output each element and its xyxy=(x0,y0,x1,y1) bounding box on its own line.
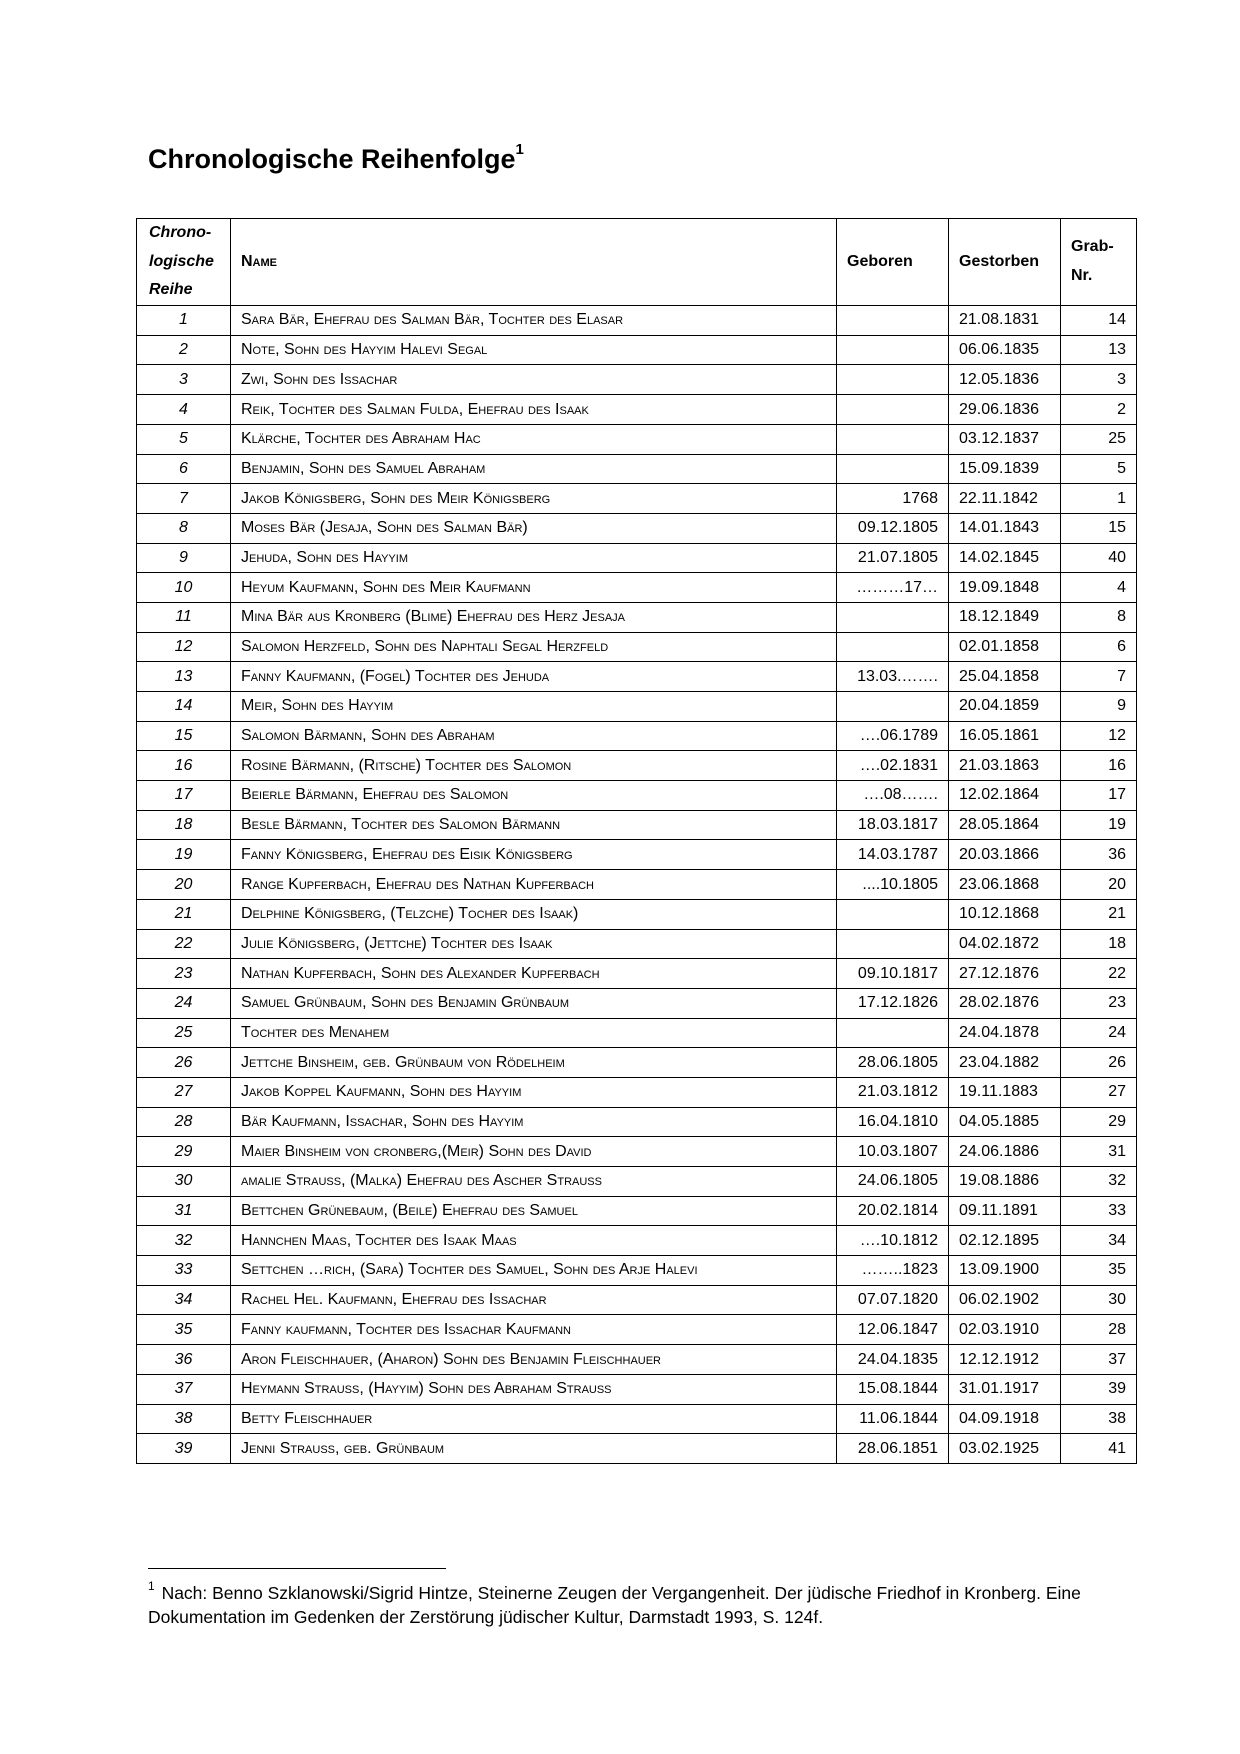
row-grab-cell: 41 xyxy=(1061,1434,1137,1464)
row-gestorben-cell: 03.12.1837 xyxy=(949,424,1061,454)
row-gestorben-cell: 23.04.1882 xyxy=(949,1048,1061,1078)
row-name-cell: Tochter des Menahem xyxy=(231,1018,837,1048)
row-geboren-cell: 28.06.1805 xyxy=(837,1048,949,1078)
row-geboren-cell: 20.02.1814 xyxy=(837,1196,949,1226)
row-number-cell: 28 xyxy=(137,1107,231,1137)
row-gestorben-cell: 10.12.1868 xyxy=(949,899,1061,929)
table-row xyxy=(137,810,1137,840)
row-name-cell: Mina Bär aus Kronberg (Blime) Ehefrau des Herz Jesaja xyxy=(231,602,837,632)
row-gestorben-cell: 18.12.1849 xyxy=(949,602,1061,632)
row-number-cell: 11 xyxy=(137,602,231,632)
row-gestorben-cell: 29.06.1836 xyxy=(949,395,1061,425)
row-grab-cell: 6 xyxy=(1061,632,1137,662)
row-geboren-cell xyxy=(837,692,949,722)
row-geboren-cell: 13.03.……. xyxy=(837,662,949,692)
row-gestorben-cell: 19.08.1886 xyxy=(949,1167,1061,1197)
table-row xyxy=(137,959,1137,989)
row-gestorben-cell: 21.08.1831 xyxy=(949,306,1061,336)
header-nr-line1: Chrono- xyxy=(149,224,212,241)
row-name-cell: Heyum Kaufmann, Sohn des Meir Kaufmann xyxy=(231,573,837,603)
row-grab-cell: 7 xyxy=(1061,662,1137,692)
row-name-cell: Delphine Königsberg, (Telzche) Tocher des Isaak) xyxy=(231,899,837,929)
table-row xyxy=(137,662,1137,692)
row-number-cell: 24 xyxy=(137,988,231,1018)
table-row xyxy=(137,1226,1137,1256)
row-number-cell: 29 xyxy=(137,1137,231,1167)
row-grab-cell: 32 xyxy=(1061,1167,1137,1197)
row-grab-cell: 39 xyxy=(1061,1374,1137,1404)
row-gestorben-cell: 06.06.1835 xyxy=(949,335,1061,365)
title-text: Chronologische Reihenfolge xyxy=(148,144,516,174)
header-grab-line1: Grab- xyxy=(1071,238,1114,256)
row-grab-cell: 4 xyxy=(1061,573,1137,603)
row-grab-cell: 28 xyxy=(1061,1315,1137,1345)
table-row xyxy=(137,899,1137,929)
row-number-cell: 33 xyxy=(137,1256,231,1286)
row-geboren-cell: ………17… xyxy=(837,573,949,603)
row-grab-cell: 33 xyxy=(1061,1196,1137,1226)
row-name-cell: Rosine Bärmann, (Ritsche) Tochter des Salomon xyxy=(231,751,837,781)
row-number-cell: 22 xyxy=(137,929,231,959)
table-row xyxy=(137,692,1137,722)
table-row xyxy=(137,840,1137,870)
table-row xyxy=(137,1018,1137,1048)
row-geboren-cell xyxy=(837,1018,949,1048)
footnote-text: Nach: Benno Szklanowski/Sigrid Hintze, Steinerne Zeugen der Vergangenheit. Der jüdische Friedhof in Kronberg. Eine Dokumentation im Gedenken der Zerstörung jüdischer Kultur, Darmstadt 1993, S. 124f. xyxy=(148,1582,1081,1627)
row-number-cell: 6 xyxy=(137,454,231,484)
row-name-cell: Heymann Strauss, (Hayyim) Sohn des Abraham Strauss xyxy=(231,1374,837,1404)
row-gestorben-cell: 14.02.1845 xyxy=(949,543,1061,573)
table-row xyxy=(137,1285,1137,1315)
row-name-cell: Reik, Tochter des Salman Fulda, Ehefrau des Isaak xyxy=(231,395,837,425)
table-row xyxy=(137,1107,1137,1137)
row-name-cell: Betty Fleischhauer xyxy=(231,1404,837,1434)
row-gestorben-cell: 04.09.1918 xyxy=(949,1404,1061,1434)
row-gestorben-cell: 06.02.1902 xyxy=(949,1285,1061,1315)
row-name-cell: Jakob Königsberg, Sohn des Meir Königsberg xyxy=(231,484,837,514)
row-name-cell: Jenni Strauss, geb. Grünbaum xyxy=(231,1434,837,1464)
row-gestorben-cell: 24.06.1886 xyxy=(949,1137,1061,1167)
table-row xyxy=(137,781,1137,811)
row-number-cell: 2 xyxy=(137,335,231,365)
row-number-cell: 38 xyxy=(137,1404,231,1434)
row-name-cell: Note, Sohn des Hayyim Halevi Segal xyxy=(231,335,837,365)
footnote xyxy=(148,1576,1148,1629)
row-number-cell: 27 xyxy=(137,1077,231,1107)
row-number-cell: 5 xyxy=(137,424,231,454)
table-row xyxy=(137,721,1137,751)
row-geboren-cell: ....10.1805 xyxy=(837,870,949,900)
row-grab-cell: 18 xyxy=(1061,929,1137,959)
row-grab-cell: 12 xyxy=(1061,721,1137,751)
row-number-cell: 7 xyxy=(137,484,231,514)
row-geboren-cell: 12.06.1847 xyxy=(837,1315,949,1345)
row-geboren-cell: 28.06.1851 xyxy=(837,1434,949,1464)
row-number-cell: 8 xyxy=(137,513,231,543)
row-grab-cell: 35 xyxy=(1061,1256,1137,1286)
header-grab-line2: Nr. xyxy=(1071,267,1093,285)
row-gestorben-cell: 28.02.1876 xyxy=(949,988,1061,1018)
row-geboren-cell xyxy=(837,335,949,365)
row-gestorben-cell: 14.01.1843 xyxy=(949,513,1061,543)
table-row xyxy=(137,513,1137,543)
row-name-cell: Bettchen Grünebaum, (Beile) Ehefrau des Samuel xyxy=(231,1196,837,1226)
row-geboren-cell xyxy=(837,395,949,425)
table-row xyxy=(137,454,1137,484)
row-name-cell: amalie Strauss, (Malka) Ehefrau des Ascher Strauss xyxy=(231,1167,837,1197)
footnote-separator xyxy=(148,1568,446,1569)
row-grab-cell: 25 xyxy=(1061,424,1137,454)
row-grab-cell: 17 xyxy=(1061,781,1137,811)
row-grab-cell: 29 xyxy=(1061,1107,1137,1137)
row-number-cell: 21 xyxy=(137,899,231,929)
row-geboren-cell xyxy=(837,454,949,484)
row-geboren-cell xyxy=(837,602,949,632)
row-name-cell: Rachel Hel. Kaufmann, Ehefrau des Issachar xyxy=(231,1285,837,1315)
row-geboren-cell: 21.07.1805 xyxy=(837,543,949,573)
row-name-cell: Salomon Bärmann, Sohn des Abraham xyxy=(231,721,837,751)
row-gestorben-cell: 02.03.1910 xyxy=(949,1315,1061,1345)
table-row xyxy=(137,1137,1137,1167)
row-grab-cell: 9 xyxy=(1061,692,1137,722)
row-number-cell: 15 xyxy=(137,721,231,751)
row-gestorben-cell: 21.03.1863 xyxy=(949,751,1061,781)
row-number-cell: 19 xyxy=(137,840,231,870)
row-geboren-cell: 10.03.1807 xyxy=(837,1137,949,1167)
table-row xyxy=(137,632,1137,662)
table-row xyxy=(137,395,1137,425)
table-row xyxy=(137,424,1137,454)
row-geboren-cell: 14.03.1787 xyxy=(837,840,949,870)
row-grab-cell: 24 xyxy=(1061,1018,1137,1048)
table-row xyxy=(137,1256,1137,1286)
row-gestorben-cell: 12.02.1864 xyxy=(949,781,1061,811)
row-gestorben-cell: 25.04.1858 xyxy=(949,662,1061,692)
row-name-cell: Salomon Herzfeld, Sohn des Naphtali Segal Herzfeld xyxy=(231,632,837,662)
table-row xyxy=(137,988,1137,1018)
row-grab-cell: 37 xyxy=(1061,1345,1137,1375)
row-name-cell: Jettche Binsheim, geb. Grünbaum von Rödelheim xyxy=(231,1048,837,1078)
row-grab-cell: 15 xyxy=(1061,513,1137,543)
row-name-cell: Bär Kaufmann, Issachar, Sohn des Hayyim xyxy=(231,1107,837,1137)
row-number-cell: 31 xyxy=(137,1196,231,1226)
row-number-cell: 16 xyxy=(137,751,231,781)
row-grab-cell: 34 xyxy=(1061,1226,1137,1256)
row-grab-cell: 21 xyxy=(1061,899,1137,929)
row-geboren-cell xyxy=(837,306,949,336)
row-geboren-cell: 17.12.1826 xyxy=(837,988,949,1018)
row-grab-cell: 27 xyxy=(1061,1077,1137,1107)
row-number-cell: 30 xyxy=(137,1167,231,1197)
row-geboren-cell xyxy=(837,365,949,395)
table-row xyxy=(137,484,1137,514)
header-name xyxy=(231,219,837,306)
row-name-cell: Hannchen Maas, Tochter des Isaak Maas xyxy=(231,1226,837,1256)
row-name-cell: Besle Bärmann, Tochter des Salomon Bärmann xyxy=(231,810,837,840)
row-name-cell: Nathan Kupferbach, Sohn des Alexander Kupferbach xyxy=(231,959,837,989)
row-name-cell: Meir, Sohn des Hayyim xyxy=(231,692,837,722)
row-grab-cell: 5 xyxy=(1061,454,1137,484)
table-row xyxy=(137,365,1137,395)
row-gestorben-cell: 12.12.1912 xyxy=(949,1345,1061,1375)
row-number-cell: 34 xyxy=(137,1285,231,1315)
row-grab-cell: 40 xyxy=(1061,543,1137,573)
row-name-cell: Jehuda, Sohn des Hayyim xyxy=(231,543,837,573)
row-name-cell: Range Kupferbach, Ehefrau des Nathan Kupferbach xyxy=(231,870,837,900)
row-name-cell: Julie Königsberg, (Jettche) Tochter des Isaak xyxy=(231,929,837,959)
row-name-cell: Samuel Grünbaum, Sohn des Benjamin Grünbaum xyxy=(231,988,837,1018)
row-grab-cell: 8 xyxy=(1061,602,1137,632)
row-gestorben-cell: 09.11.1891 xyxy=(949,1196,1061,1226)
row-geboren-cell xyxy=(837,929,949,959)
row-geboren-cell: ….10.1812 xyxy=(837,1226,949,1256)
row-number-cell: 12 xyxy=(137,632,231,662)
row-name-cell: Aron Fleischhauer, (Aharon) Sohn des Benjamin Fleischhauer xyxy=(231,1345,837,1375)
row-name-cell: Fanny kaufmann, Tochter des Issachar Kaufmann xyxy=(231,1315,837,1345)
header-geboren-label: Geboren xyxy=(847,252,913,270)
row-geboren-cell: ….02.1831 xyxy=(837,751,949,781)
header-chronological-order xyxy=(137,219,231,306)
row-grab-cell: 3 xyxy=(1061,365,1137,395)
row-geboren-cell: 09.10.1817 xyxy=(837,959,949,989)
row-gestorben-cell: 02.01.1858 xyxy=(949,632,1061,662)
row-number-cell: 1 xyxy=(137,306,231,336)
table-row xyxy=(137,1315,1137,1345)
row-geboren-cell: 18.03.1817 xyxy=(837,810,949,840)
row-geboren-cell: ….08……. xyxy=(837,781,949,811)
row-number-cell: 9 xyxy=(137,543,231,573)
row-geboren-cell: ….06.1789 xyxy=(837,721,949,751)
row-name-cell: Beierle Bärmann, Ehefrau des Salomon xyxy=(231,781,837,811)
row-number-cell: 20 xyxy=(137,870,231,900)
row-name-cell: Jakob Koppel Kaufmann, Sohn des Hayyim xyxy=(231,1077,837,1107)
row-number-cell: 4 xyxy=(137,395,231,425)
row-name-cell: Klärche, Tochter des Abraham Hac xyxy=(231,424,837,454)
table-row xyxy=(137,1077,1137,1107)
row-grab-cell: 14 xyxy=(1061,306,1137,336)
table-row xyxy=(137,1345,1137,1375)
row-geboren-cell xyxy=(837,899,949,929)
row-gestorben-cell: 15.09.1839 xyxy=(949,454,1061,484)
table-row xyxy=(137,929,1137,959)
row-gestorben-cell: 31.01.1917 xyxy=(949,1374,1061,1404)
row-gestorben-cell: 02.12.1895 xyxy=(949,1226,1061,1256)
row-grab-cell: 30 xyxy=(1061,1285,1137,1315)
row-grab-cell: 22 xyxy=(1061,959,1137,989)
row-gestorben-cell: 22.11.1842 xyxy=(949,484,1061,514)
table-row xyxy=(137,1167,1137,1197)
table-row xyxy=(137,335,1137,365)
title-footnote-mark: 1 xyxy=(515,141,524,158)
row-geboren-cell xyxy=(837,632,949,662)
row-gestorben-cell: 20.03.1866 xyxy=(949,840,1061,870)
row-gestorben-cell: 28.05.1864 xyxy=(949,810,1061,840)
row-number-cell: 13 xyxy=(137,662,231,692)
table-row xyxy=(137,602,1137,632)
row-gestorben-cell: 03.02.1925 xyxy=(949,1434,1061,1464)
header-nr-line2: logische xyxy=(149,252,214,270)
row-number-cell: 25 xyxy=(137,1018,231,1048)
row-gestorben-cell: 04.02.1872 xyxy=(949,929,1061,959)
row-geboren-cell: 24.06.1805 xyxy=(837,1167,949,1197)
row-number-cell: 17 xyxy=(137,781,231,811)
table-row xyxy=(137,573,1137,603)
table-row xyxy=(137,1048,1137,1078)
row-name-cell: Sara Bär, Ehefrau des Salman Bär, Tochter des Elasar xyxy=(231,306,837,336)
row-gestorben-cell: 19.09.1848 xyxy=(949,573,1061,603)
row-grab-cell: 19 xyxy=(1061,810,1137,840)
row-geboren-cell: 21.03.1812 xyxy=(837,1077,949,1107)
table-row xyxy=(137,1196,1137,1226)
row-name-cell: Zwi, Sohn des Issachar xyxy=(231,365,837,395)
table-row xyxy=(137,1374,1137,1404)
row-geboren-cell: 11.06.1844 xyxy=(837,1404,949,1434)
row-geboren-cell: 24.04.1835 xyxy=(837,1345,949,1375)
table-row xyxy=(137,1404,1137,1434)
row-number-cell: 23 xyxy=(137,959,231,989)
row-number-cell: 26 xyxy=(137,1048,231,1078)
row-gestorben-cell: 20.04.1859 xyxy=(949,692,1061,722)
row-gestorben-cell: 13.09.1900 xyxy=(949,1256,1061,1286)
row-number-cell: 32 xyxy=(137,1226,231,1256)
table-row xyxy=(137,751,1137,781)
table-header-row xyxy=(137,219,1137,306)
row-grab-cell: 2 xyxy=(1061,395,1137,425)
row-name-cell: Settchen …rich, (Sara) Tochter des Samuel, Sohn des Arje Halevi xyxy=(231,1256,837,1286)
row-name-cell: Maier Binsheim von cronberg,(Meir) Sohn des David xyxy=(231,1137,837,1167)
header-gestorben xyxy=(949,219,1061,306)
header-grab-nr xyxy=(1061,219,1137,306)
row-gestorben-cell: 12.05.1836 xyxy=(949,365,1061,395)
row-gestorben-cell: 27.12.1876 xyxy=(949,959,1061,989)
row-number-cell: 35 xyxy=(137,1315,231,1345)
table-row xyxy=(137,543,1137,573)
table-row xyxy=(137,870,1137,900)
row-grab-cell: 13 xyxy=(1061,335,1137,365)
row-grab-cell: 16 xyxy=(1061,751,1137,781)
footnote-mark: 1 xyxy=(148,1579,155,1593)
page-title xyxy=(148,141,524,175)
row-grab-cell: 20 xyxy=(1061,870,1137,900)
row-gestorben-cell: 16.05.1861 xyxy=(949,721,1061,751)
row-number-cell: 37 xyxy=(137,1374,231,1404)
row-number-cell: 39 xyxy=(137,1434,231,1464)
row-geboren-cell: 09.12.1805 xyxy=(837,513,949,543)
header-gestorben-label: Gestorben xyxy=(959,252,1040,270)
row-grab-cell: 23 xyxy=(1061,988,1137,1018)
row-number-cell: 14 xyxy=(137,692,231,722)
row-geboren-cell: 16.04.1810 xyxy=(837,1107,949,1137)
row-number-cell: 18 xyxy=(137,810,231,840)
row-geboren-cell xyxy=(837,424,949,454)
row-number-cell: 10 xyxy=(137,573,231,603)
row-name-cell: Moses Bär (Jesaja, Sohn des Salman Bär) xyxy=(231,513,837,543)
row-geboren-cell: ……..1823 xyxy=(837,1256,949,1286)
row-grab-cell: 1 xyxy=(1061,484,1137,514)
row-number-cell: 36 xyxy=(137,1345,231,1375)
row-gestorben-cell: 24.04.1878 xyxy=(949,1018,1061,1048)
row-name-cell: Benjamin, Sohn des Samuel Abraham xyxy=(231,454,837,484)
row-name-cell: Fanny Kaufmann, (Fogel) Tochter des Jehuda xyxy=(231,662,837,692)
header-geboren xyxy=(837,219,949,306)
row-name-cell: Fanny Königsberg, Ehefrau des Eisik Königsberg xyxy=(231,840,837,870)
row-grab-cell: 26 xyxy=(1061,1048,1137,1078)
row-grab-cell: 36 xyxy=(1061,840,1137,870)
row-geboren-cell: 1768 xyxy=(837,484,949,514)
row-geboren-cell: 07.07.1820 xyxy=(837,1285,949,1315)
row-gestorben-cell: 23.06.1868 xyxy=(949,870,1061,900)
table-row xyxy=(137,1434,1137,1464)
chronology-table xyxy=(136,218,1137,1464)
row-gestorben-cell: 19.11.1883 xyxy=(949,1077,1061,1107)
row-gestorben-cell: 04.05.1885 xyxy=(949,1107,1061,1137)
row-grab-cell: 38 xyxy=(1061,1404,1137,1434)
header-name-label: Name xyxy=(241,252,277,270)
table-row xyxy=(137,306,1137,336)
table-body xyxy=(137,306,1137,1464)
row-number-cell: 3 xyxy=(137,365,231,395)
row-grab-cell: 31 xyxy=(1061,1137,1137,1167)
header-nr-line3: Reihe xyxy=(149,281,193,299)
row-geboren-cell: 15.08.1844 xyxy=(837,1374,949,1404)
